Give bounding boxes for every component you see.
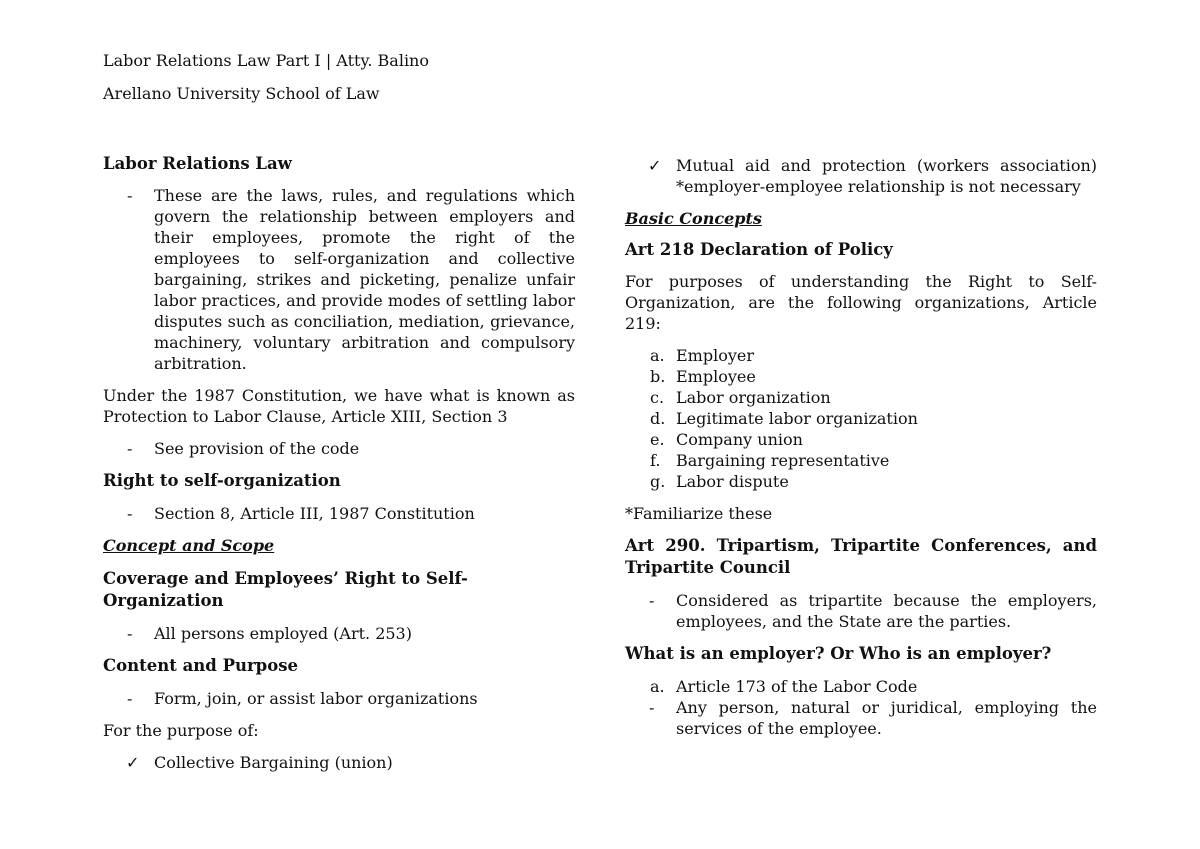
list-item <box>625 676 1097 697</box>
organization-name: Legitimate labor organization <box>676 409 918 428</box>
heading-art290: Art 290. Tripartism, Tripartite Conferences, and Tripartite Council <box>625 536 1097 577</box>
mutual-aid-text: Mutual aid and protection (workers association) *employer-employee relationship is not necessary <box>676 156 1097 196</box>
list-item <box>103 503 575 524</box>
organization-name: Labor dispute <box>676 472 789 491</box>
tripartite-text: Considered as tripartite because the employers, employees, and the State are the parties. <box>676 591 1097 631</box>
list-item <box>103 438 575 459</box>
organization-name: Employee <box>676 367 756 386</box>
dash-marker: - <box>127 624 133 643</box>
list-item <box>625 345 1097 366</box>
heading-art218: Art 218 Declaration of Policy <box>625 240 893 259</box>
organization-list <box>625 345 1097 492</box>
paragraph-purpose-of: For the purpose of: <box>103 721 259 740</box>
dash-marker: - <box>127 439 133 458</box>
organization-name: Company union <box>676 430 803 449</box>
alpha-marker: c. <box>650 388 665 407</box>
list-item <box>625 429 1097 450</box>
all-persons-text: All persons employed (Art. 253) <box>154 624 412 643</box>
heading-content-purpose: Content and Purpose <box>103 656 299 675</box>
alpha-marker: a. <box>650 677 665 696</box>
heading-concept-scope: Concept and Scope <box>103 536 275 555</box>
alpha-marker: f. <box>650 451 661 470</box>
header-course-title: Labor Relations Law Part I | Atty. Balino <box>103 51 429 70</box>
alpha-marker: e. <box>650 430 665 449</box>
article173-text: Article 173 of the Labor Code <box>676 677 918 696</box>
list-item <box>103 623 575 644</box>
left-column <box>103 153 575 773</box>
list-item <box>625 387 1097 408</box>
list-item <box>625 590 1097 632</box>
heading-right-self-organization: Right to self-organization <box>103 471 341 490</box>
list-item <box>103 185 575 374</box>
check-icon: ✓ <box>126 753 140 772</box>
heading-employer-question: What is an employer? Or Who is an employer? <box>625 644 1052 663</box>
right-column <box>625 155 1097 739</box>
definition-text: These are the laws, rules, and regulations which govern the relationship between employers and their employees, promote the right of the employees to self-organization and collective bargaining, strikes and picketing, penalize unfair labor practices, and provide modes of settling labor disputes such as conciliation, mediation, grievance, machinery, voluntary arbitration and compulsory arbitration. <box>154 186 575 373</box>
list-item <box>625 366 1097 387</box>
list-item <box>625 471 1097 492</box>
section8-text: Section 8, Article III, 1987 Constitution <box>154 504 475 523</box>
dash-marker: - <box>127 504 133 523</box>
dash-marker: - <box>127 186 133 205</box>
collective-bargaining-text: Collective Bargaining (union) <box>154 753 393 772</box>
heading-labor-relations-law: Labor Relations Law <box>103 154 292 173</box>
see-provision-text: See provision of the code <box>154 439 360 458</box>
check-icon: ✓ <box>648 156 662 175</box>
alpha-marker: a. <box>650 346 665 365</box>
paragraph-constitution: Under the 1987 Constitution, we have what is known as Protection to Labor Clause, Article XIII, Section 3 <box>103 386 575 426</box>
list-item <box>103 688 575 709</box>
heading-coverage: Coverage and Employees’ Right to Self-Organization <box>103 569 468 610</box>
dash-marker: - <box>649 698 655 717</box>
any-person-text: Any person, natural or juridical, employing the services of the employee. <box>676 698 1097 738</box>
organization-name: Employer <box>676 346 754 365</box>
dash-marker: - <box>649 591 655 610</box>
alpha-marker: d. <box>650 409 666 428</box>
organization-name: Labor organization <box>676 388 831 407</box>
alpha-marker: b. <box>650 367 666 386</box>
form-join-text: Form, join, or assist labor organizations <box>154 689 478 708</box>
heading-basic-concepts: Basic Concepts <box>625 209 762 228</box>
dash-marker: - <box>127 689 133 708</box>
header-school-name: Arellano University School of Law <box>103 84 380 103</box>
list-item <box>625 697 1097 739</box>
list-item <box>625 155 1097 197</box>
organization-name: Bargaining representative <box>676 451 890 470</box>
list-item <box>625 408 1097 429</box>
paragraph-purposes: For purposes of understanding the Right to Self-Organization, are the following organizations, Article 219: <box>625 272 1097 333</box>
list-item <box>103 752 575 773</box>
paragraph-familiarize: *Familiarize these <box>625 504 773 523</box>
list-item <box>625 450 1097 471</box>
alpha-marker: g. <box>650 472 666 491</box>
